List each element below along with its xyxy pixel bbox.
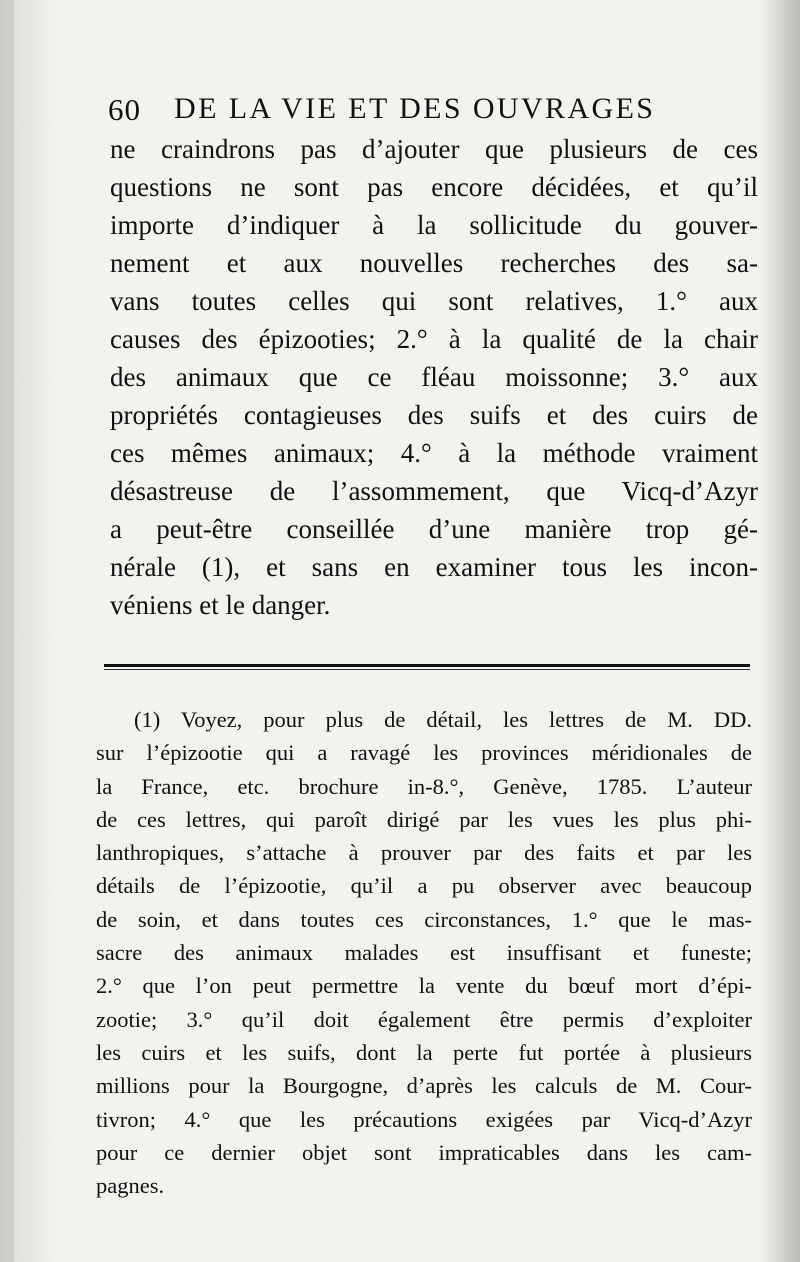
page-number: 60	[108, 92, 141, 127]
body-line: causes des épizooties; 2.° à la qualité de la chair	[110, 324, 758, 354]
running-title: DE LA VIE ET DES OUVRAGES	[174, 92, 656, 125]
footnote-line: détails de l’épizootie, qu’il a pu observer avec beaucoup	[96, 873, 752, 899]
footnote-line: de ces lettres, qui paroît dirigé par les vues les plus phi-	[96, 806, 752, 832]
body-line: véniens et le danger.	[110, 590, 331, 620]
body-line: nement et aux nouvelles recherches des sa-	[110, 248, 758, 278]
footnote-line: (1) Voyez, pour plus de détail, les lettres de M. DD.	[134, 707, 752, 732]
body-line: propriétés contagieuses des suifs et des cuirs de	[110, 400, 758, 430]
body-line: nérale (1), et sans en examiner tous les incon-	[110, 552, 758, 582]
body-line: ne craindrons pas d’ajouter que plusieurs de ces	[110, 134, 758, 164]
body-line: a peut-être conseillée d’une manière trop gé-	[110, 514, 758, 544]
body-line: des animaux que ce fléau moissonne; 3.° aux	[110, 362, 758, 392]
body-line: questions ne sont pas encore décidées, et qu’il	[110, 172, 758, 202]
footnote-line: les cuirs et les suifs, dont la perte fut portée à plusieurs	[96, 1039, 752, 1065]
body-line: importe d’indiquer à la sollicitude du gouver-	[110, 210, 758, 240]
main-text	[110, 130, 758, 624]
body-line: désastreuse de l’assommement, que Vicq-d’Azyr	[110, 476, 758, 506]
page-gutter-shadow	[0, 0, 14, 1262]
footnote-line: la France, etc. brochure in-8.°, Genève, 1785. L’auteur	[96, 773, 752, 799]
footnote-line: lanthropiques, s’attache à prouver par des faits et par les	[96, 840, 752, 866]
footnote-line: tivron; 4.° que les précautions exigées par Vicq-d’Azyr	[96, 1106, 752, 1132]
footnote-line: millions pour la Bourgogne, d’après les calculs de M. Cour-	[96, 1073, 752, 1099]
footnote-separator-rule	[104, 664, 750, 667]
footnote-line: pour ce dernier objet sont impraticables dans les cam-	[96, 1139, 752, 1165]
footnote	[96, 703, 752, 1202]
footnote-line: 2.° que l’on peut permettre la vente du bœuf mort d’épi-	[96, 973, 752, 999]
footnote-line: de soin, et dans toutes ces circonstances, 1.° que le mas-	[96, 906, 752, 932]
footnote-line: sacre des animaux malades est insuffisant et funeste;	[96, 940, 752, 966]
body-line: vans toutes celles qui sont relatives, 1.° aux	[110, 286, 758, 316]
body-line: ces mêmes animaux; 4.° à la méthode vraiment	[110, 438, 758, 468]
footnote-line: zootie; 3.° qu’il doit également être permis d’exploiter	[96, 1006, 752, 1032]
footnote-line: sur l’épizootie qui a ravagé les provinces méridionales de	[96, 740, 752, 766]
running-head	[108, 92, 698, 132]
footnote-line: pagnes.	[96, 1173, 165, 1199]
footnote-separator-rule-thin	[104, 669, 750, 670]
